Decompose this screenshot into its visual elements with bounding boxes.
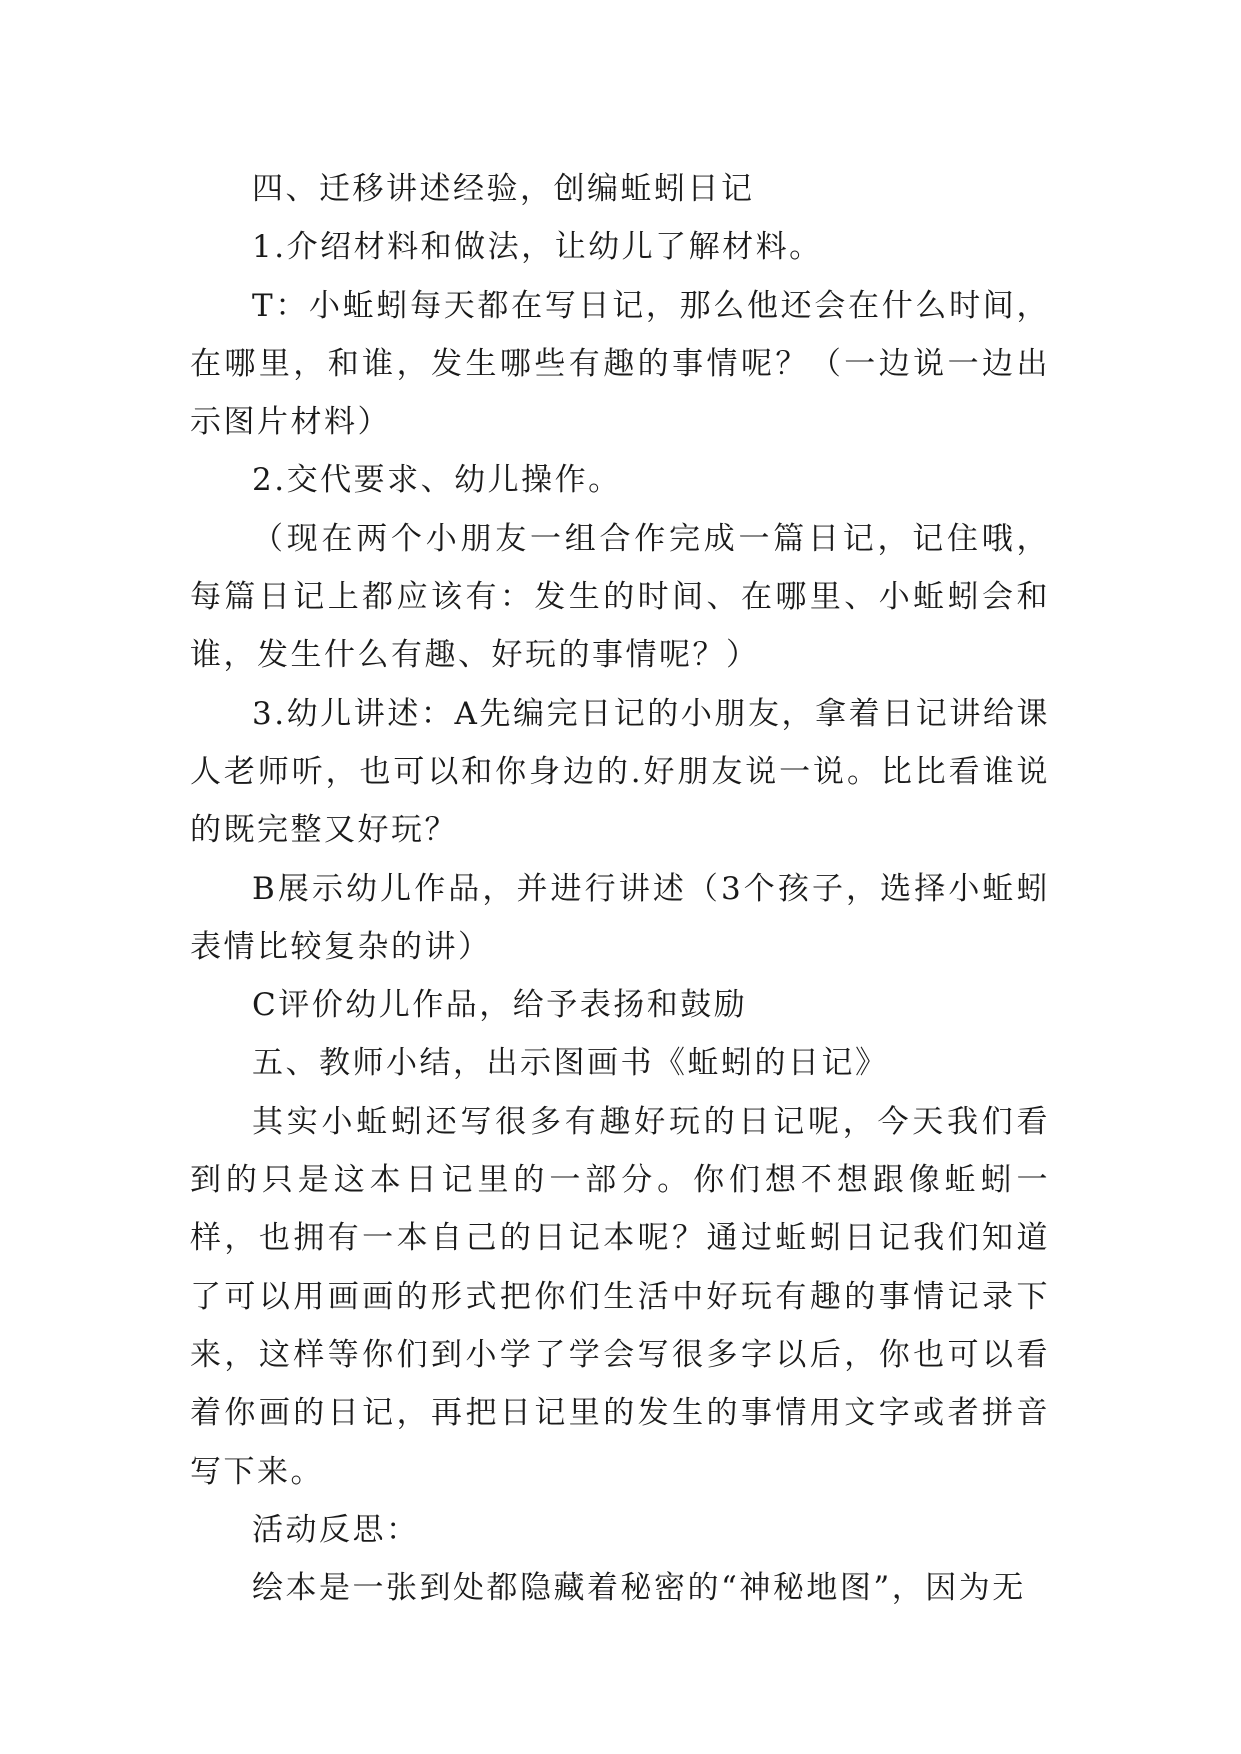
summary-paragraph: 其实小蚯蚓还写很多有趣好玩的日记呢，今天我们看到的只是这本日记里的一部分。你们想不想跟像蚯蚓一样，也拥有一本自己的日记本呢？通过蚯蚓日记我们知道了可以用画画的形式把你们生活中好玩有趣的事情记录下来，这样等你们到小学了学会写很多字以后，你也可以看着你画的日记，再把日记里的发生的事情用文字或者拼音写下来。: [190, 1103, 1050, 1490]
step-2-paragraph: 2.交代要求、幼儿操作。: [252, 462, 622, 499]
teacher-question-paragraph: T：小蚯蚓每天都在写日记，那么他还会在什么时间，在哪里，和谁，发生哪些有趣的事情呢？（一边说一边出示图片材料）: [190, 287, 1050, 441]
document-body: [190, 160, 1050, 1617]
step-c-paragraph: C评价幼儿作品，给予表扬和鼓励: [252, 987, 748, 1024]
section-heading-5: 五、教师小结，出示图画书《蚯蚓的日记》: [252, 1045, 889, 1082]
step-1-paragraph: 1.介绍材料和做法，让幼儿了解材料。: [252, 229, 823, 266]
section-heading-4: 四、迁移讲述经验，创编蚯蚓日记: [252, 171, 755, 207]
step-b-paragraph: B展示幼儿作品，并进行讲述（3个孩子，选择小蚯蚓表情比较复杂的讲）: [190, 870, 1050, 965]
step-3-paragraph: 3.幼儿讲述：A先编完日记的小朋友，拿着日记讲给课人老师听，也可以和你身边的.好朋友说一说。比比看谁说的既完整又好玩？: [190, 695, 1050, 849]
reflection-paragraph: 绘本是一张到处都隐藏着秘密的“神秘地图”，因为无: [252, 1570, 1026, 1607]
instructions-paragraph: （现在两个小朋友一组合作完成一篇日记，记住哦，每篇日记上都应该有：发生的时间、在哪里、小蚯蚓会和谁，发生什么有趣、好玩的事情呢？）: [190, 520, 1050, 674]
reflection-heading: 活动反思：: [252, 1511, 420, 1548]
